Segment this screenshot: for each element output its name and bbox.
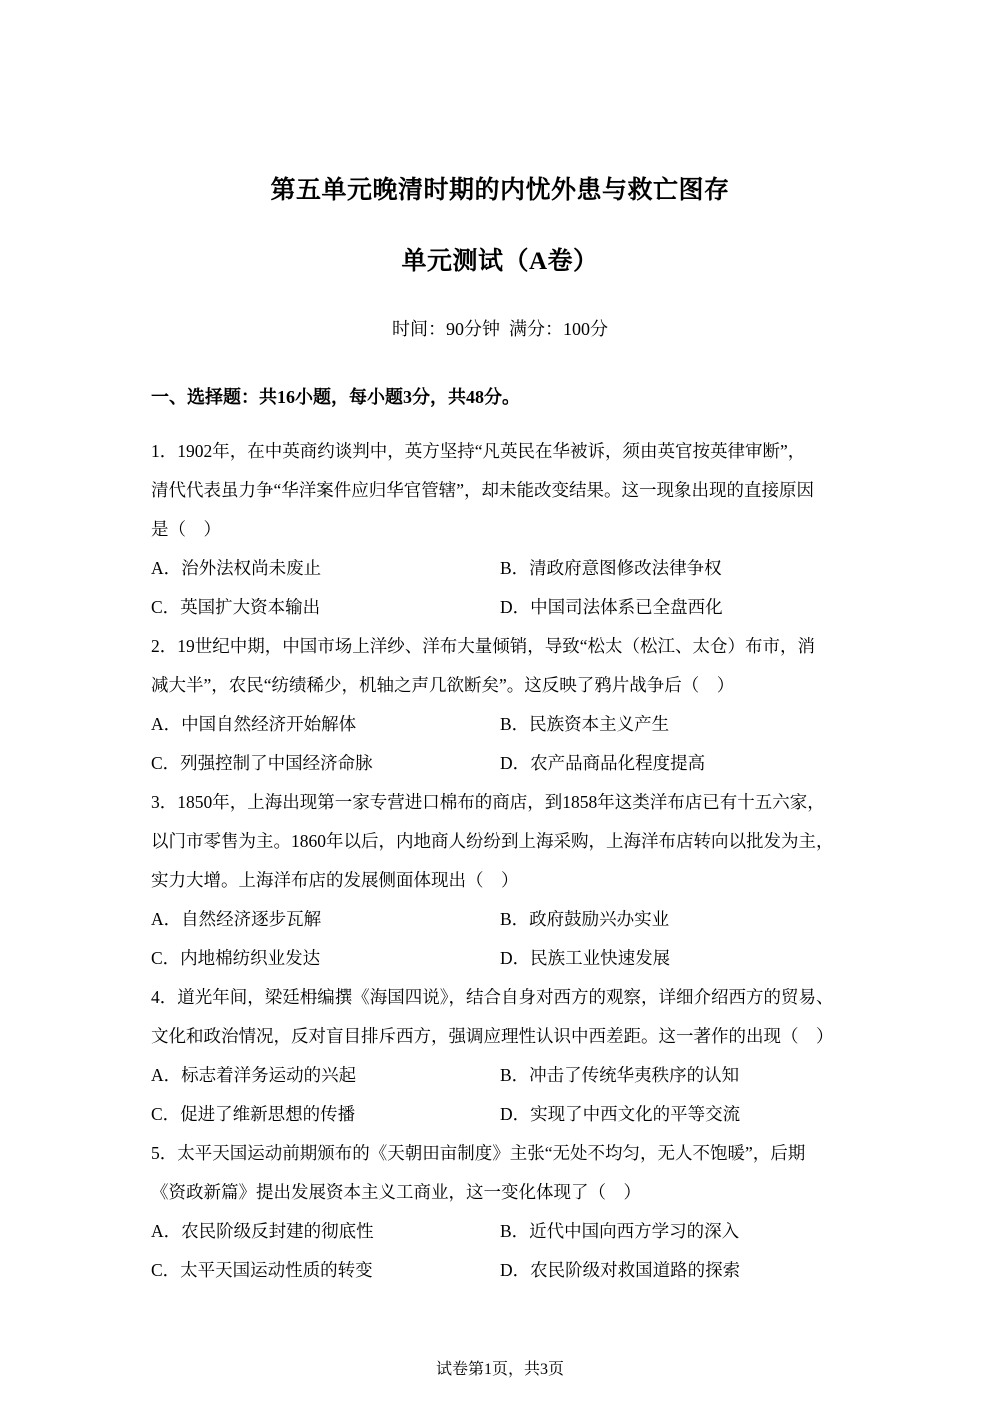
question-line: 清代代表虽力争“华洋案件应归华官管辖”，却未能改变结果。这一现象出现的直接原因	[151, 480, 815, 500]
document-title: 第五单元晚清时期的内忧外患与救亡图存	[270, 177, 730, 204]
question-line: 以门市零售为主。1860年以后，内地商人纷纷到上海采购，上海洋布店转向以批发为主，	[151, 831, 834, 851]
document-subtitle: 单元测试（A卷）	[401, 248, 599, 275]
question-line: 1．1902年，在中英商约谈判中，英方坚持“凡英民在华被诉，须由英官按英律审断”，	[151, 441, 806, 461]
option-b: B．民族资本主义产生	[500, 714, 670, 734]
option-b: B．近代中国向西方学习的深入	[500, 1221, 740, 1241]
option-d: D．实现了中西文化的平等交流	[500, 1104, 741, 1124]
option-a: A．自然经济逐步瓦解	[151, 909, 322, 929]
question-line: 减大半”，农民“纺绩稀少，机轴之声几欲断矣”。这反映了鸦片战争后（ ）	[151, 675, 735, 695]
question-line: 5．太平天国运动前期颁布的《天朝田亩制度》主张“无处不均匀，无人不饱暖”，后期	[151, 1143, 806, 1163]
section-heading: 一、选择题：共16小题，每小题3分，共48分。	[151, 387, 520, 407]
option-c: C．促进了维新思想的传播	[151, 1104, 356, 1124]
question-line: 2．19世纪中期，中国市场上洋纱、洋布大量倾销，导致“松太（松江、太仓）布市，消	[151, 636, 816, 656]
option-a: A．治外法权尚未废止	[151, 558, 322, 578]
question-line: 《资政新篇》提出发展资本主义工商业，这一变化体现了（ ）	[151, 1182, 641, 1202]
option-d: D．农产品商品化程度提高	[500, 753, 706, 773]
option-c: C．太平天国运动性质的转变	[151, 1260, 373, 1280]
option-d: D．民族工业快速发展	[500, 948, 671, 968]
exam-meta	[0, 315, 1000, 341]
option-c: C．内地棉纺织业发达	[151, 948, 321, 968]
score-label: 满分：100分	[509, 319, 608, 339]
question-line: 实力大增。上海洋布店的发展侧面体现出（ ）	[151, 870, 519, 890]
option-b: B．冲击了传统华夷秩序的认知	[500, 1065, 740, 1085]
option-d: D．农民阶级对救国道路的探索	[500, 1260, 741, 1280]
question-line: 4．道光年间，梁廷枏编撰《海国四说》，结合自身对西方的观察，详细介绍西方的贸易、	[151, 987, 834, 1007]
time-label: 时间：90分钟	[392, 319, 500, 339]
option-a: A．中国自然经济开始解体	[151, 714, 357, 734]
page-footer: 试卷第1页，共3页	[435, 1361, 564, 1378]
question-line: 是（ ）	[151, 519, 221, 539]
option-c: C．英国扩大资本输出	[151, 597, 321, 617]
option-d: D．中国司法体系已全盘西化	[500, 597, 723, 617]
question-line: 3．1850年，上海出现第一家专营进口棉布的商店，到1858年这类洋布店已有十五六家，	[151, 792, 825, 812]
question-line: 文化和政治情况，反对盲目排斥西方，强调应理性认识中西差距。这一著作的出现（ ）	[151, 1026, 834, 1046]
option-a: A．标志着洋务运动的兴起	[151, 1065, 357, 1085]
option-b: B．政府鼓励兴办实业	[500, 909, 670, 929]
option-a: A．农民阶级反封建的彻底性	[151, 1221, 374, 1241]
option-b: B．清政府意图修改法律争权	[500, 558, 722, 578]
option-c: C．列强控制了中国经济命脉	[151, 753, 373, 773]
